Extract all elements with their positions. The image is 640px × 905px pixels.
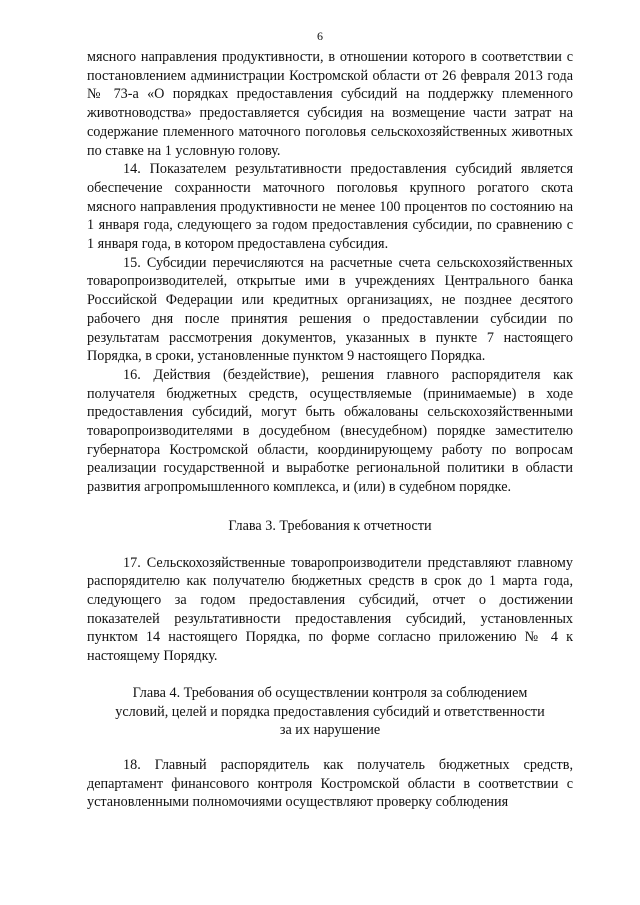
paragraph-17: 17. Сельскохозяйственные товаропроизводители представляют главному распорядителю как получателю бюджетных средств в срок до 1 марта года, следующего за годом предоставления субсидий, отчет о достижении показателей результативности предоставления субсидий, установленных пунктом 14 настоящего Порядка, по форме согласно приложению № 4 к настоящему Порядку. bbox=[87, 554, 573, 665]
page-number: 6 bbox=[317, 29, 323, 43]
chapter-4-heading-line-2: условий, целей и порядка предоставления субсидий и ответственности bbox=[115, 703, 545, 720]
document-body bbox=[87, 48, 573, 812]
paragraph-continuation: мясного направления продуктивности, в отношении которого в соответствии с постановлением администрации Костромской области от 26 февраля 2013 года № 73-а «О порядках предоставления субсидий на поддержку племенного животноводства» предоставляется субсидия на возмещение части затрат на содержание племенного маточного поголовья сельскохозяйственных животных по ставке на 1 условную голову. bbox=[87, 49, 573, 159]
chapter-4-heading bbox=[87, 684, 573, 740]
chapter-4-heading-line-1: Глава 4. Требования об осуществлении контроля за соблюдением bbox=[132, 684, 528, 701]
chapter-3-heading: Глава 3. Требования к отчетности bbox=[228, 517, 432, 534]
paragraph-15: 15. Субсидии перечисляются на расчетные счета сельскохозяйственных товаропроизводителей, открытые ими в учреждениях Центрального банка Российской Федерации или кредитных организациях, не позднее десятого рабочего дня после принятия решения о предоставлении субсидии по результатам рассмотрения документов, указанных в пункте 7 настоящего Порядка, в сроки, установленные пунктом 9 настоящего Порядка. bbox=[87, 254, 573, 365]
chapter-4-heading-line-3: за их нарушение bbox=[279, 722, 381, 739]
paragraph-18: 18. Главный распорядитель как получатель бюджетных средств, департамент финансового контроля Костромской области в соответствии с установленными полномочиями осуществляют проверку соблюдения bbox=[87, 756, 573, 811]
paragraph-14: 14. Показателем результативности предоставления субсидий является обеспечение сохранности маточного поголовья крупного рогатого скота мясного направления продуктивности не менее 100 процентов по состоянию на 1 января года, следующего за годом предоставления субсидии, по сравнению с 1 января года, в котором предоставлена субсидия. bbox=[87, 161, 573, 253]
paragraph-16: 16. Действия (бездействие), решения главного распорядителя как получателя бюджетных средств, осуществляемые (принимаемые) в ходе предоставления субсидий, могут быть обжалованы сельскохозяйственными товаропроизводителями в досудебном (внесудебном) порядке заместителю губернатора Костромской области, координирующему работу по вопросам реализации государственной и выработке региональной политики в области развития агропромышленного комплекса, и (или) в судебном порядке. bbox=[87, 366, 573, 496]
